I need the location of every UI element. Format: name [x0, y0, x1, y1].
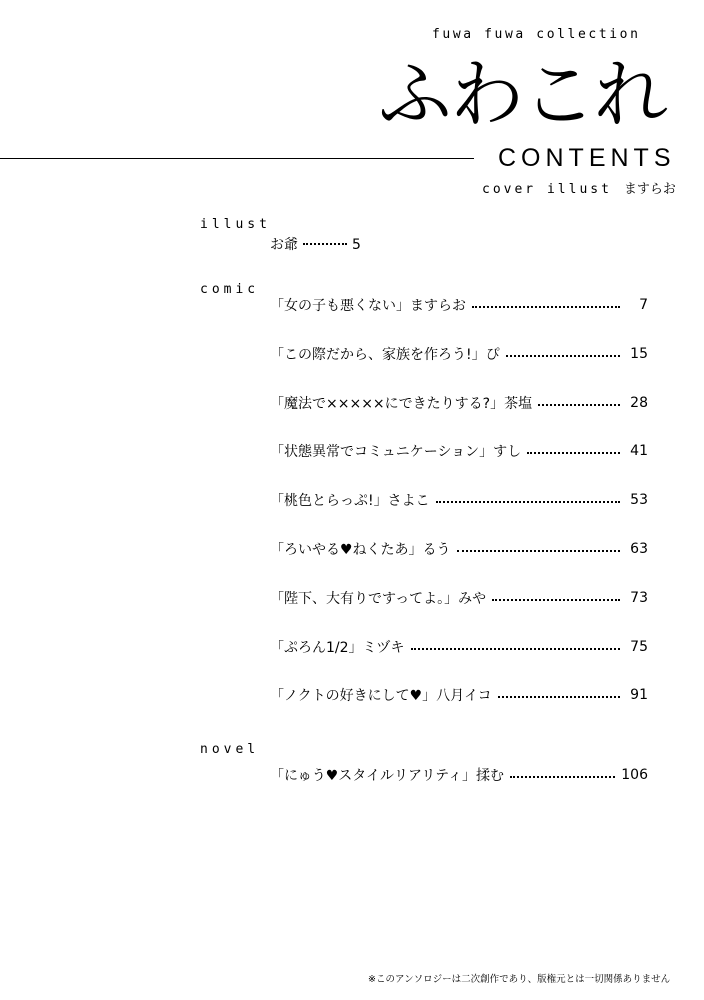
- entry-title: 「にゅう♥スタイルリアリティ」揉む: [270, 768, 505, 784]
- leader-dots: [303, 243, 347, 245]
- entry-page: 75: [630, 639, 648, 655]
- entry-title: お爺: [270, 237, 298, 253]
- toc-entry-comic-1[interactable]: [270, 294, 648, 316]
- toc-entry-comic-7[interactable]: [270, 587, 648, 609]
- contents-heading: CONTENTS: [498, 144, 676, 172]
- cover-label: cover illust: [482, 182, 612, 197]
- entry-page: 15: [630, 346, 648, 362]
- entry-title: 「陛下、大有りですってよ。」みや: [270, 591, 487, 607]
- entry-title: 「ノクトの好きにして♥」八月イコ: [270, 688, 492, 704]
- disclaimer-note: ※このアンソロジーは二次創作であり、版権元とは一切関係ありません: [368, 974, 671, 985]
- entry-page: 53: [630, 492, 648, 508]
- toc-entry-illust[interactable]: [270, 234, 361, 254]
- book-logo: ふわこれ: [378, 52, 666, 138]
- leader-dots: [527, 452, 620, 454]
- leader-dots: [411, 648, 620, 650]
- section-comic: comic: [200, 282, 260, 297]
- toc-entry-comic-5[interactable]: [270, 489, 648, 511]
- entry-title: 「女の子も悪くない」ますらお: [270, 298, 466, 314]
- entry-page: 73: [630, 590, 648, 606]
- leader-dots: [492, 599, 620, 601]
- toc-entry-novel[interactable]: [270, 764, 648, 786]
- entry-page: 106: [621, 767, 648, 783]
- section-novel: novel: [200, 742, 260, 757]
- cover-artist: ますらお: [623, 182, 676, 197]
- entry-page: 28: [630, 395, 648, 411]
- entry-title: 「状態異常でコミュニケーション」すし: [270, 444, 522, 460]
- leader-dots: [472, 306, 620, 308]
- entry-title: 「ぷろん1/2」ミヅキ: [270, 640, 405, 656]
- toc-entry-comic-8[interactable]: [270, 636, 648, 658]
- entry-title: 「魔法で×××××にできたりする?」茶塩: [270, 396, 533, 412]
- cover-credit: [482, 178, 676, 197]
- entry-title: 「この際だから、家族を作ろう!」ぴ: [270, 347, 500, 363]
- leader-dots: [436, 501, 620, 503]
- leader-dots: [498, 696, 620, 698]
- leader-dots: [457, 550, 620, 552]
- leader-dots: [506, 355, 620, 357]
- toc-entry-comic-6[interactable]: [270, 538, 648, 560]
- entry-page: 63: [630, 541, 648, 557]
- leader-dots: [538, 404, 620, 406]
- leader-dots: [510, 776, 615, 778]
- entry-page: 41: [630, 443, 648, 459]
- entry-page: 91: [630, 687, 648, 703]
- entry-title: 「桃色とらっぷ!」さよこ: [270, 493, 430, 509]
- entry-page: 5: [352, 237, 361, 253]
- toc-entry-comic-9[interactable]: [270, 684, 648, 706]
- section-illust: illust: [200, 217, 271, 232]
- header-divider: [0, 158, 474, 159]
- entry-title: 「ろいやる♥ねくたあ」るう: [270, 542, 451, 558]
- toc-entry-comic-2[interactable]: [270, 343, 648, 365]
- toc-entry-comic-3[interactable]: [270, 392, 648, 414]
- entry-page: 7: [639, 297, 648, 313]
- series-title: fuwa fuwa collection: [432, 27, 641, 42]
- toc-entry-comic-4[interactable]: [270, 440, 648, 462]
